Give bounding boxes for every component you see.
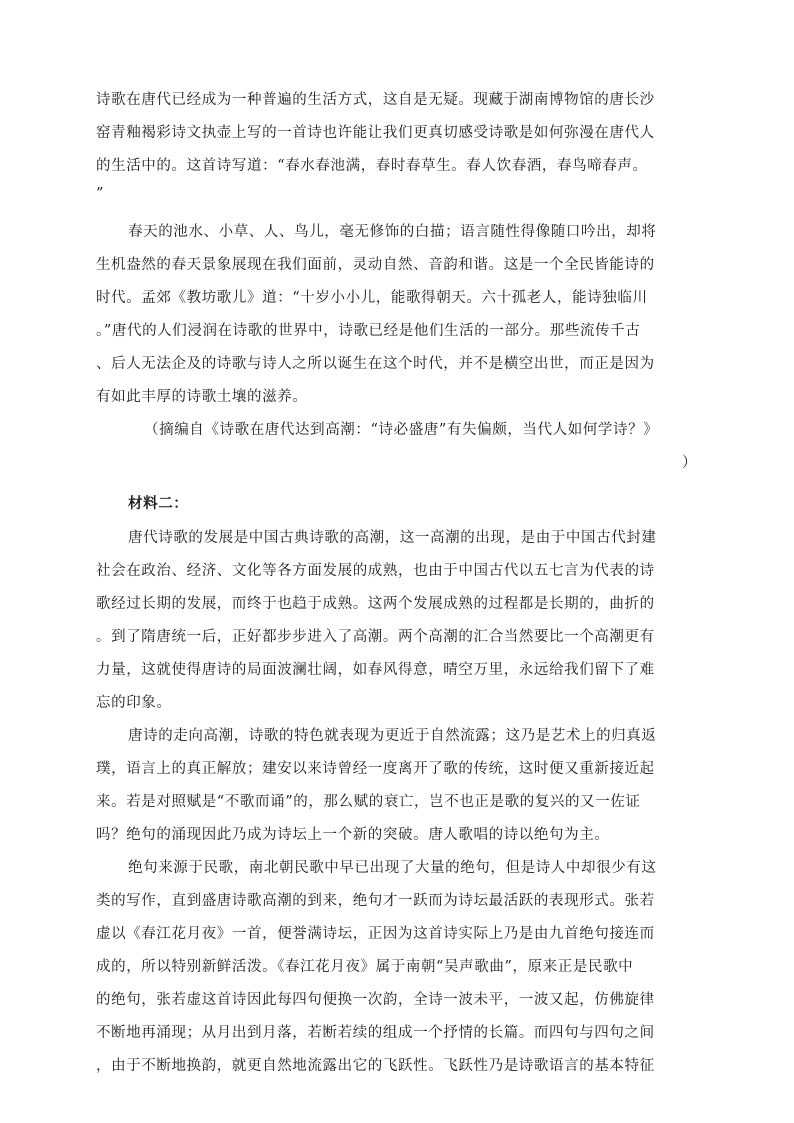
- p4-line-3: 来。若是对照赋是“不歌而诵”的，那么赋的衰亡，岂不也正是歌的复兴的又一佐证: [96, 794, 641, 810]
- p5-line-5: 的绝句，张若虚这首诗因此每四句便换一次韵，全诗一波未平，一波又起，仿佛旋律: [96, 992, 655, 1008]
- source-citation-close: ）: [682, 455, 698, 471]
- p5-line-6: 不断地再涌现；从月出到月落，若断若续的组成一个抒情的长篇。而四句与四句之间: [96, 1025, 655, 1041]
- p4-line-2: 璞，语言上的真正解放；建安以来诗曾经一度离开了歌的传统，这时便又重新接近起: [96, 761, 655, 777]
- p1-line-3: 的生活中的。这首诗写道：“春水春池满，春时春草生。春人饮春酒，春鸟啼春声。: [96, 158, 648, 174]
- p3-line-2: 社会在政治、经济、文化等各方面发展的成熟，也由于中国古代以五七言为代表的诗: [96, 563, 655, 579]
- p2-line-1: 春天的池水、小草、人、鸟儿，毫无修饰的白描；语言随性得像随口吟出，却将: [128, 224, 657, 240]
- p2-line-6: 有如此丰厚的诗歌土壤的滋养。: [96, 389, 308, 405]
- source-citation: （摘编自《诗歌在唐代达到高潮：“诗必盛唐”有失偏颇，当代人如何学诗？》: [144, 422, 659, 438]
- p3-line-1: 唐代诗歌的发展是中国古典诗歌的高潮，这一高潮的出现，是由于中国古代封建: [128, 530, 657, 546]
- p3-line-5: 力量，这就使得唐诗的局面波澜壮阔，如春风得意，晴空万里，永远给我们留下了难: [96, 662, 655, 678]
- p5-line-3: 虚以《春江花月夜》一首，便誉满诗坛，正因为这首诗实际上乃是由九首绝句接连而: [96, 926, 655, 942]
- p1-line-2: 窑青釉褐彩诗文执壶上写的一首诗也许能让我们更真切感受诗歌是如何弥漫在唐代人: [96, 125, 655, 141]
- p4-line-4: 吗？绝句的涌现因此乃成为诗坛上一个新的突破。唐人歌唱的诗以绝句为主。: [96, 827, 610, 843]
- p5-line-7: ，由于不断地换韵，就更自然地流露出它的飞跃性。飞跃性乃是诗歌语言的基本特征: [96, 1058, 655, 1074]
- p3-line-3: 歌经过长期的发展，而终于也趋于成熟。这两个发展成熟的过程都是长期的，曲折的: [96, 596, 655, 612]
- p4-line-1: 唐诗的走向高潮，诗歌的特色就表现为更近于自然流露；这乃是艺术上的归真返: [128, 728, 657, 744]
- p5-line-1: 绝句来源于民歌，南北朝民歌中早已出现了大量的绝句，但是诗人中却很少有这: [128, 860, 657, 876]
- p3-line-6: 忘的印象。: [96, 695, 172, 711]
- p2-line-5: 、后人无法企及的诗歌与诗人之所以诞生在这个时代，并不是横空出世，而正是因为: [96, 356, 655, 372]
- section-heading: 材料二：: [128, 495, 189, 512]
- p2-line-2: 生机盎然的春天景象展现在我们面前，灵动自然、音韵和谐。这是一个全民皆能诗的: [96, 257, 655, 273]
- p5-line-4: 成的，所以特别新鲜活泼。《春江花月夜》属于南朝“吴声歌曲”，原来正是民歌中: [96, 959, 634, 975]
- p5-line-2: 类的写作，直到盛唐诗歌高潮的到来，绝句才一跃而为诗坛最活跃的表现形式。张若: [96, 893, 655, 909]
- p2-line-4: 。”唐代的人们浸润在诗歌的世界中，诗歌已经是他们生活的一部分。那些流传千古: [96, 323, 641, 339]
- p1-line-1: 诗歌在唐代已经成为一种普遍的生活方式，这自是无疑。现藏于湖南博物馆的唐长沙: [96, 92, 655, 108]
- p2-line-3: 时代。孟郊《教坊歌儿》道：“十岁小小儿，能歌得朝天。六十孤老人，能诗独临川: [96, 290, 648, 306]
- p1-line-4: ”: [96, 186, 105, 202]
- p3-line-4: 。到了隋唐统一后，正好都步步进入了高潮。两个高潮的汇合当然要比一个高潮更有: [96, 629, 655, 645]
